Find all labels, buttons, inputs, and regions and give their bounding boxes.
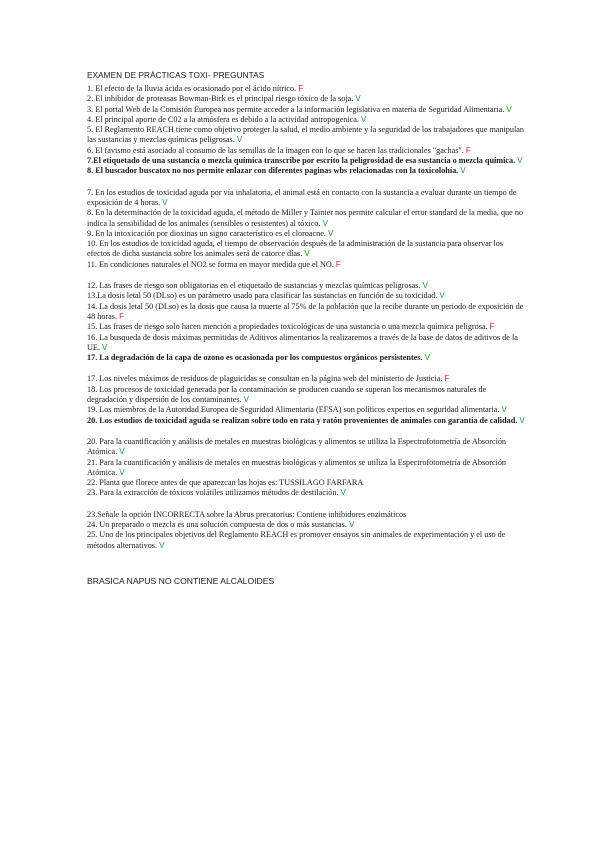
question-item <box>87 156 527 166</box>
true-mark: V <box>102 342 108 352</box>
question-item <box>87 125 527 146</box>
question-groups <box>87 84 527 551</box>
true-mark: V <box>340 488 346 498</box>
exam-title: EXAMEN DE PRÁCTICAS TOXI- PREGUNTAS <box>87 71 265 80</box>
question-text: 4. El principal aporte de C02 a la atmósfera es debido a la actividad antropogenica. <box>87 114 361 124</box>
question-text: 1. El efecto de la lluvia ácida es ocasionado por el ácido nítrico. <box>87 84 299 93</box>
question-item <box>87 94 527 104</box>
question-text: 11. En condiciones naturales el NO2 se forma en mayor medida que el NO. <box>87 259 336 269</box>
question-text: 8. El buscador buscatox no nos permite enlazar con diferentes paginas wbs relacionadas con la toxicolohía. <box>87 166 461 176</box>
question-item <box>87 281 527 291</box>
true-mark: V <box>519 415 525 425</box>
question-text: 23.Señale la opción INCORRECTA sobre la Abrus precatorius: Contiene inhibidores enzimáticos <box>87 509 407 519</box>
group-spacer <box>87 499 527 510</box>
question-text: 24. Un preparado o mezcla es una solución compuesta de dos o más sustancias. <box>87 519 349 529</box>
question-text: 20. Los estudios de toxicidad aguda se realizan sobre todo en rata y ratón provenientes de animales con garantía de calidad. <box>87 415 520 425</box>
true-mark: V <box>304 249 310 259</box>
question-group <box>87 374 527 425</box>
true-mark: V <box>119 447 125 457</box>
question-text: 7. En los estudios de toxicidad aguda por vía inhalatoria, el animal está en contacto con la sustancia a evaluar durante un tiempo de exposición de 4 horas. <box>87 187 517 207</box>
true-mark: V <box>355 94 361 104</box>
question-item <box>87 458 527 479</box>
question-text: 8. En la determinación de la toxicidad aguda, el método de Miller y Tainter nos permite calcular el error standard de la media, que no indica la sensibilidad de los animales (sensibles o resistentes) al tóxico. <box>87 208 524 228</box>
group-spacer <box>87 270 527 281</box>
question-item <box>87 188 527 209</box>
question-text: 16. La busqueda de dosis máximas permitidas de Aditivos alimentarios la realizaremos a través de la base de datos de aditivos de la UE. <box>87 332 518 352</box>
question-item <box>87 488 527 498</box>
true-mark: V <box>501 405 507 415</box>
true-mark: V <box>360 114 367 124</box>
question-item <box>87 291 527 301</box>
question-text: 17. La degradación de la capa de ozono es ocasionada por los compuestos orgánicos persistentes. <box>87 353 425 363</box>
question-text: 20. Para la cuantificación y análisis de metales en muestras biológicas y alimentos se utiliza la Espectrofotometría de Absorción Atómica. <box>87 436 507 457</box>
exam-page <box>87 70 527 587</box>
question-text: 13.La dosis letal 50 (DLso) es un parámetro usado para clasificar las sustancias en función de su toxicidad. <box>87 291 440 301</box>
true-mark: V <box>422 281 428 291</box>
question-item <box>87 353 527 363</box>
question-text: 18. Los procesos de toxicidad generada por la contaminación se producen cuando se superan los mecanismos naturales de degradación y dispersión de los contaminantes. <box>87 384 487 405</box>
group-spacer <box>87 363 527 374</box>
question-item <box>87 322 527 332</box>
question-item <box>87 146 527 156</box>
question-item <box>87 208 527 229</box>
true-mark: V <box>517 156 523 166</box>
question-text: 7.El etiquetado de una sustancia o mezcla química transcribe por escrito la peligrosidad de esa sustancia o mezcla química. <box>87 156 518 166</box>
question-item <box>87 302 527 323</box>
question-text: 21. Para la cuantificación y análisis de metales en muestras biológicas y alimentos se utiliza la Espectrofotometría de Absorción Atómica. <box>87 457 507 477</box>
true-mark: V <box>159 540 165 550</box>
true-mark: V <box>162 197 168 207</box>
false-mark: F <box>465 145 471 155</box>
question-text: 6. El favismo está asociado al consumo de las semillas de la imagen con lo que se hacen las tradicionales "gachas". <box>87 145 466 155</box>
question-text: 19. Los miembros de la Autoridad Europea de Seguridad Alimentaria (EFSA) son políticos expertos en seguridad alimentaria. <box>87 405 502 415</box>
question-text: 10. En los estudios de toxicidad aguda, el tiempo de observación después de la administración de la sustancia para observar los efectos de dicha sustancia sobre los animales será de catorce días. <box>87 239 504 259</box>
true-mark: V <box>328 228 334 238</box>
question-text: 2. El inhibidor de proteasas Bowman-Birk es el principal riesgo tóxico de la soja. <box>87 94 356 104</box>
question-item <box>87 405 527 415</box>
question-item <box>87 84 527 94</box>
question-item <box>87 105 527 115</box>
question-item <box>87 530 527 551</box>
question-group <box>87 510 527 551</box>
true-mark: V <box>460 166 466 176</box>
question-text: 14. La dosis letal 50 (DLso) es la dosis que causa la muerte al 75% de la población que la recibe durante un periodo de exposición de 48 horas. <box>87 301 524 321</box>
question-group <box>87 188 527 270</box>
question-item <box>87 333 527 354</box>
question-text: 15. Las frases de riesgo solo hacen mención a propiedades toxicológicas de una sustancia o una mezcla química peligrosa. <box>87 322 490 332</box>
question-item <box>87 115 527 125</box>
false-mark: F <box>335 259 341 269</box>
true-mark: V <box>243 395 250 405</box>
question-text: 3. El portal Web de la Comisión Europea nos permite acceder a la información legislativa en materia de Seguridad Alimentaria. <box>87 104 507 114</box>
false-mark: F <box>119 311 124 321</box>
true-mark: V <box>322 218 328 228</box>
false-mark: F <box>298 84 304 93</box>
question-item <box>87 478 527 488</box>
footer-note: BRASICA NAPUS NO CONTIENE ALCALOIDES <box>87 575 275 586</box>
question-item <box>87 374 527 384</box>
question-item <box>87 510 527 520</box>
question-item <box>87 437 527 458</box>
question-item <box>87 260 527 270</box>
group-spacer <box>87 426 527 437</box>
question-group <box>87 437 527 499</box>
true-mark: V <box>236 135 243 145</box>
question-text: 17. Los niveles máximos de residuos de plaguicidas se consultan en la página web del ministerio de Justicia. <box>87 374 445 384</box>
question-group <box>87 84 527 177</box>
true-mark: V <box>506 104 512 114</box>
question-item <box>87 416 527 426</box>
false-mark: F <box>444 374 450 384</box>
question-text: 23. Para la extracción de tóxicos volátiles utilizamos métodos de destilación. <box>87 488 341 498</box>
group-spacer <box>87 177 527 188</box>
question-item <box>87 166 527 176</box>
question-text: 12. Las frases de riesgo son obligatorias en el etiquetado de sustancias y mezclas químicas peligrosas. <box>87 281 423 291</box>
true-mark: V <box>348 519 355 529</box>
true-mark: V <box>424 353 430 363</box>
true-mark: V <box>119 467 125 477</box>
question-item <box>87 239 527 260</box>
question-group <box>87 281 527 363</box>
question-text: 5. El Reglamento REACH tiene como objetivo proteger la salud, el medio ambiente y la seguridad de los trabajadores que manipulan las sustancias y mezclas químicas peligrosas. <box>87 125 524 145</box>
question-text: 25. Uno de los principales objetivos del Reglamento REACH es promover ensayos sin animales de experimentación y el uso de métodos alternativos. <box>87 530 506 550</box>
question-item <box>87 385 527 406</box>
question-text: 9. En la intoxicación por dioxinas un signo característico es el cloroacne. <box>87 228 328 238</box>
question-item <box>87 520 527 530</box>
false-mark: F <box>489 322 495 332</box>
true-mark: V <box>439 291 445 301</box>
question-item <box>87 229 527 239</box>
question-text: 22. Planta que florece antes de que aparezcan las hojas es: TUSSILAGO FARFARA <box>87 478 364 488</box>
